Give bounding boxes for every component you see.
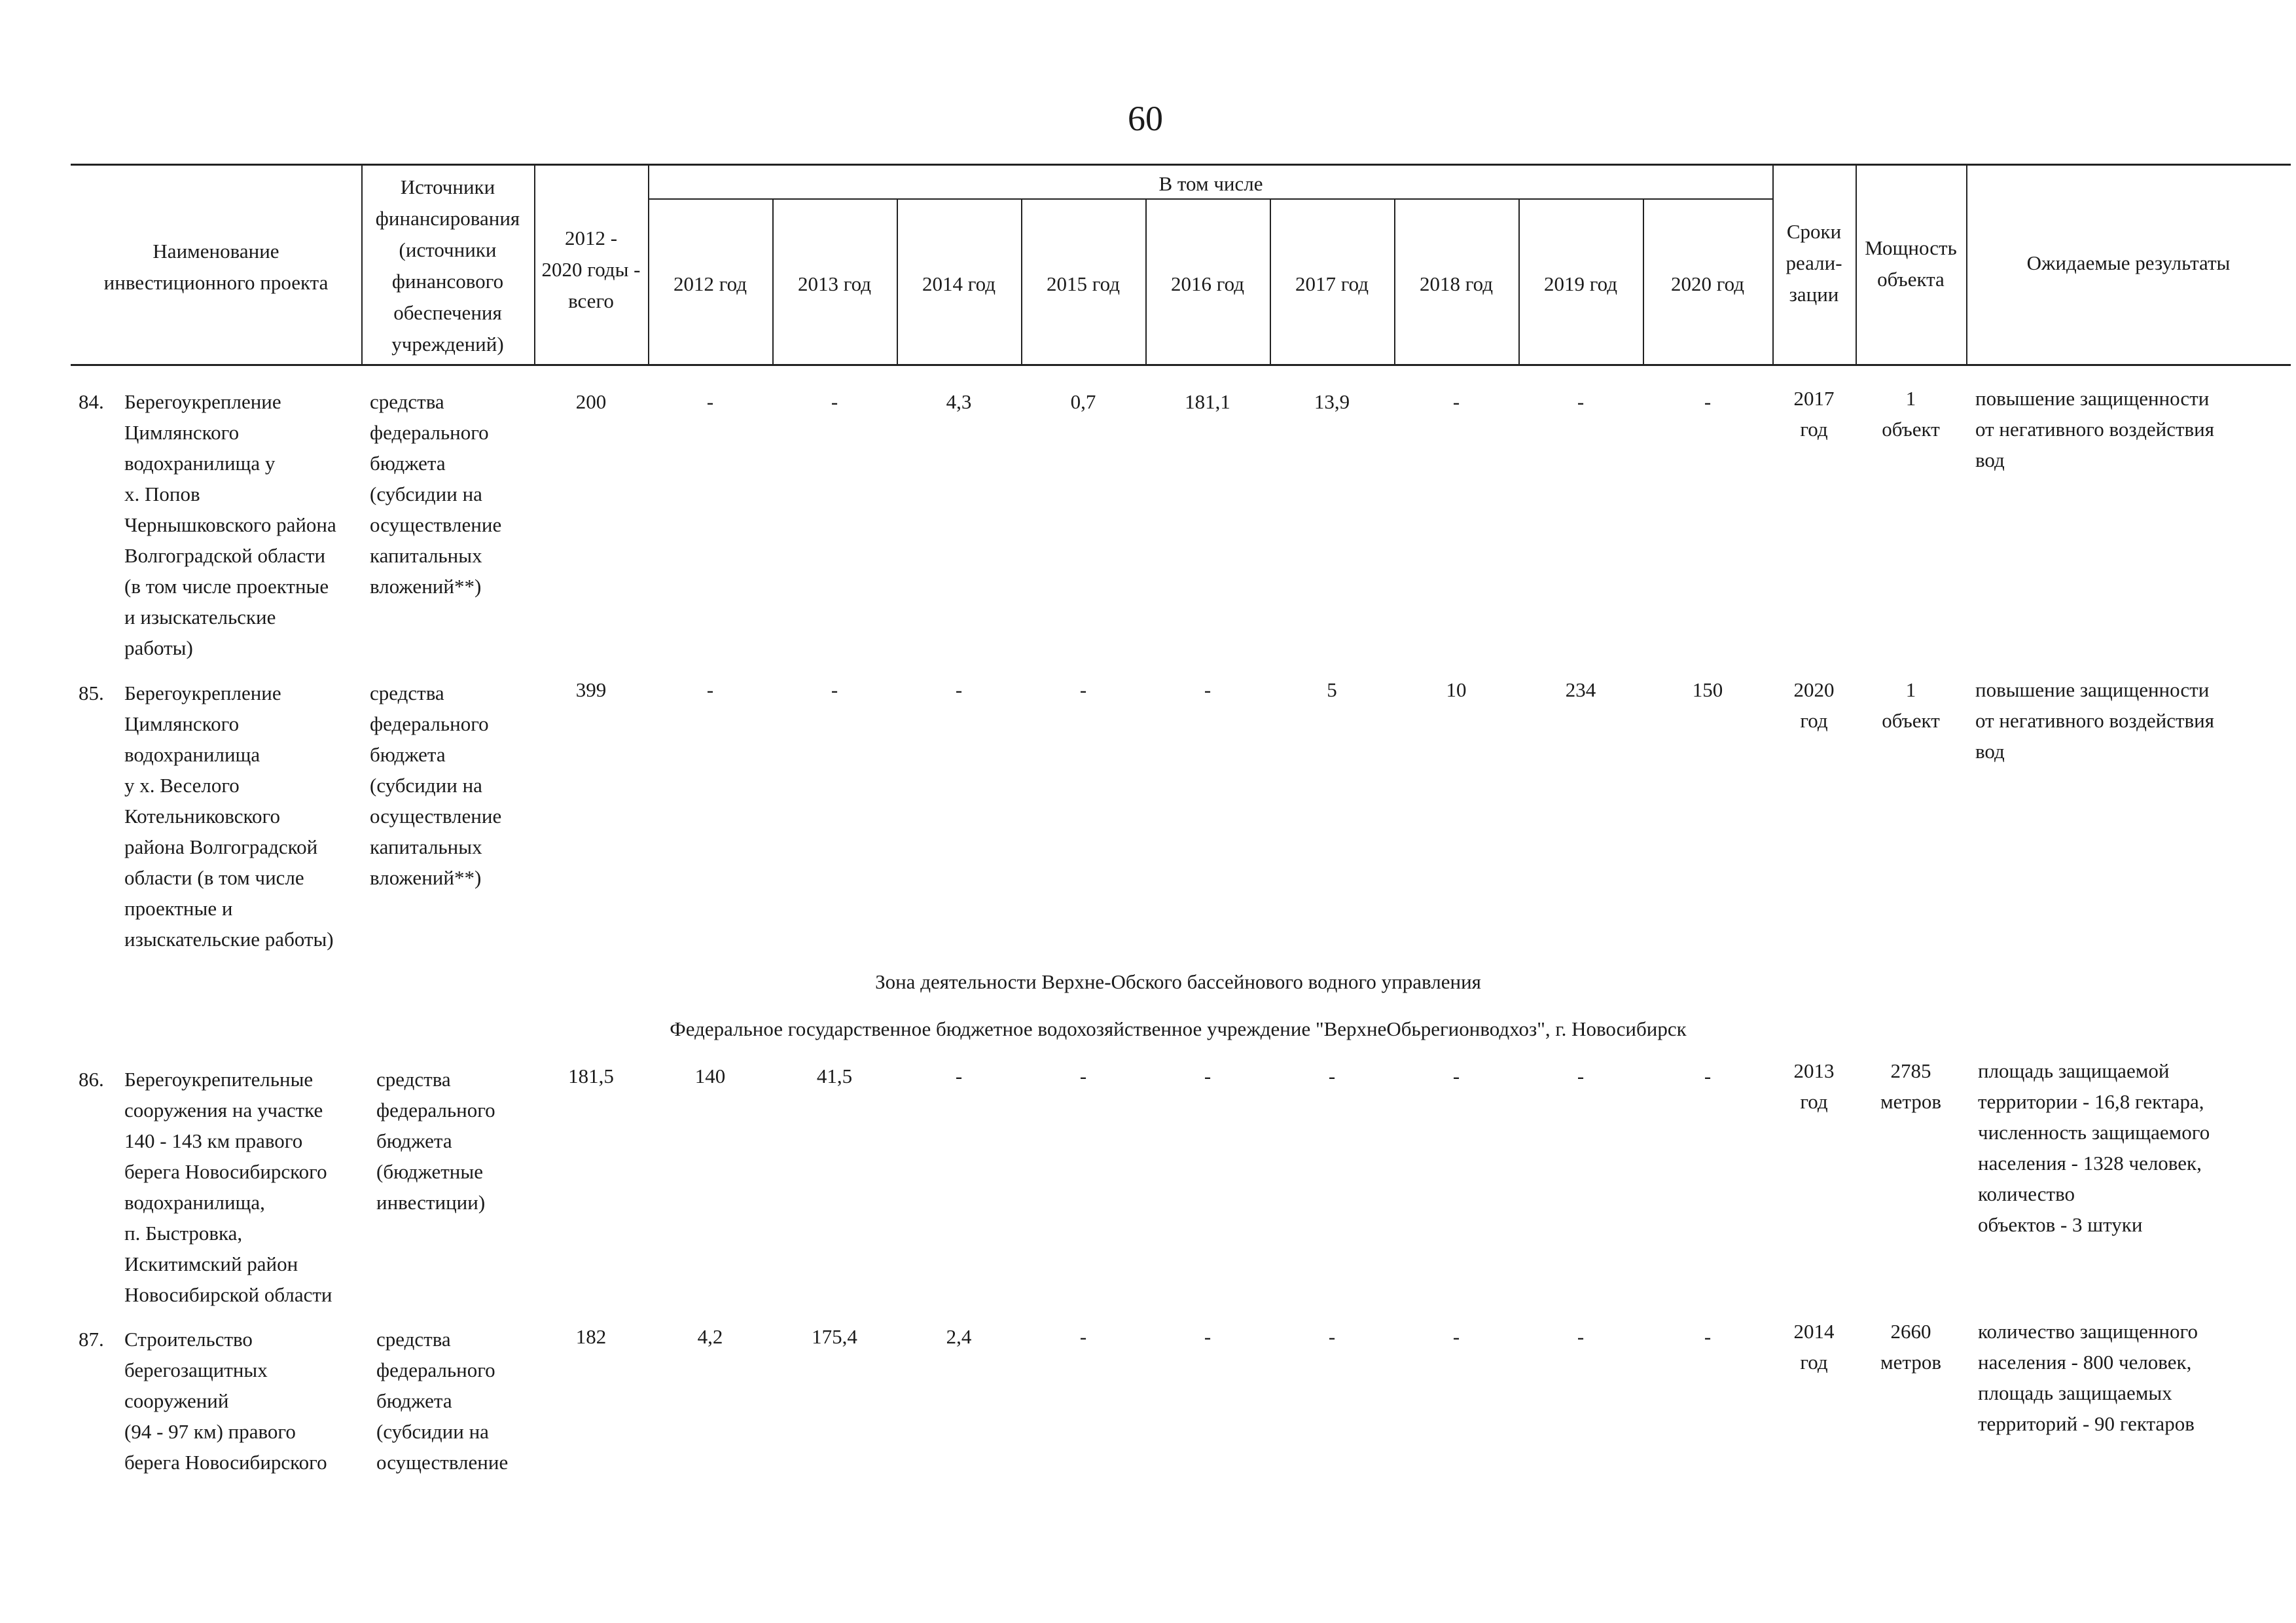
row-year-2014: 2,4 — [946, 1325, 972, 1348]
row-source: средства федерального бюджета (субсидии на осуществление — [376, 1328, 509, 1474]
row-number: 86. — [79, 1068, 104, 1091]
row-deadline: 2014 год — [1793, 1320, 1835, 1374]
header-year-2015: 2015 год — [1046, 272, 1121, 295]
row-year-2017: 13,9 — [1314, 390, 1350, 413]
row-year-2016: - — [1204, 678, 1211, 701]
row-year-2016: - — [1204, 1325, 1211, 1348]
row-project-name: Берегоукрепительные сооружения на участке 140 - 143 км правого берега Новосибирского водохранилища, п. Быстровка, Искитимский район Новосибирской области — [124, 1068, 332, 1306]
row-year-2018: 10 — [1446, 678, 1467, 701]
row-year-2017: - — [1328, 1065, 1336, 1087]
row-total: 399 — [575, 678, 607, 701]
row-year-2013: 175,4 — [812, 1325, 857, 1348]
row-year-2020: - — [1704, 390, 1712, 413]
row-results: количество защищенного населения - 800 человек, площадь защищаемых территорий - 90 гектаров — [1978, 1320, 2198, 1435]
row-capacity: 2660 метров — [1880, 1320, 1941, 1374]
page-number: 60 — [1128, 99, 1163, 138]
row-deadline: 2013 год — [1793, 1059, 1835, 1113]
row-number: 87. — [79, 1328, 104, 1351]
row-year-2014: 4,3 — [946, 390, 972, 413]
header-top-rule — [71, 164, 2291, 166]
row-year-2020: 150 — [1692, 678, 1723, 701]
row-year-2019: - — [1577, 1065, 1585, 1087]
row-year-2017: - — [1328, 1325, 1336, 1348]
row-project-name: Строительство берегозащитных сооружений (94 - 97 км) правого берега Новосибирского — [124, 1328, 327, 1474]
row-year-2013: - — [831, 678, 838, 701]
row-year-2018: - — [1452, 1325, 1460, 1348]
header-results: Ожидаемые результаты — [2026, 251, 2231, 274]
row-year-2020: - — [1704, 1065, 1712, 1087]
header-year-2019: 2019 год — [1543, 272, 1618, 295]
row-capacity: 1 объект — [1882, 678, 1940, 732]
row-year-2012: - — [706, 678, 714, 701]
header-year-2020: 2020 год — [1670, 272, 1745, 295]
row-year-2019: 234 — [1565, 678, 1596, 701]
header-name: Наименование инвестиционного проекта — [103, 240, 329, 294]
header-year-2014: 2014 год — [922, 272, 996, 295]
row-year-2012: 4,2 — [697, 1325, 723, 1348]
row-total: 200 — [575, 390, 607, 413]
row-source: средства федерального бюджета (субсидии на осуществление капитальных вложений**) — [370, 682, 502, 889]
header-capacity: Мощность объекта — [1865, 236, 1957, 291]
row-deadline: 2020 год — [1793, 678, 1835, 732]
header-sources: Источники финансирования (источники финансового обеспечения учреждений) — [375, 175, 520, 356]
row-results: повышение защищенности от негативного воздействия вод — [1975, 678, 2214, 763]
header-year-2013: 2013 год — [797, 272, 872, 295]
row-year-2016: - — [1204, 1065, 1211, 1087]
header-deadline: Сроки реали- зации — [1785, 220, 1842, 306]
row-deadline: 2017 год — [1793, 387, 1835, 441]
header-year-2017: 2017 год — [1295, 272, 1369, 295]
row-year-2015: 0,7 — [1070, 390, 1096, 413]
row-year-2013: - — [831, 390, 838, 413]
row-capacity: 1 объект — [1882, 387, 1940, 441]
row-year-2014: - — [955, 678, 963, 701]
header-year-2012: 2012 год — [673, 272, 747, 295]
row-year-2013: 41,5 — [816, 1065, 853, 1087]
header-bottom-rule — [71, 364, 2291, 366]
header-year-2018: 2018 год — [1419, 272, 1494, 295]
row-results: повышение защищенности от негативного воздействия вод — [1975, 387, 2214, 471]
row-year-2012: - — [706, 390, 714, 413]
row-year-2019: - — [1577, 390, 1585, 413]
row-source: средства федерального бюджета (субсидии на осуществление капитальных вложений**) — [370, 390, 502, 598]
section-institution-heading: Федеральное государственное бюджетное водохозяйственное учреждение "ВерхнеОбьрегионводхоз", г. Новосибирск — [670, 1017, 1687, 1040]
row-project-name: Берегоукрепление Цимлянского водохранилища у х. Попов Чернышковского района Волгоградской области (в том числе проектные и изыскательские работы) — [124, 390, 336, 659]
row-year-2019: - — [1577, 1325, 1585, 1348]
row-results: площадь защищаемой территории - 16,8 гектара, численность защищаемого населения - 1328 человек, количество объектов - 3 штуки — [1978, 1059, 2210, 1236]
row-year-2016: 181,1 — [1185, 390, 1230, 413]
row-total: 181,5 — [568, 1065, 614, 1087]
row-year-2014: - — [955, 1065, 963, 1087]
header-including: В том числе — [1158, 172, 1263, 195]
row-year-2015: - — [1079, 1065, 1087, 1087]
row-year-2012: 140 — [694, 1065, 726, 1087]
row-total: 182 — [575, 1325, 607, 1348]
row-year-2020: - — [1704, 1325, 1712, 1348]
row-source: средства федерального бюджета (бюджетные инвестиции) — [376, 1068, 495, 1214]
row-year-2017: 5 — [1327, 678, 1337, 701]
row-year-2015: - — [1079, 1325, 1087, 1348]
row-year-2015: - — [1079, 678, 1087, 701]
header-total: 2012 - 2020 годы - всего — [541, 227, 641, 312]
row-project-name: Берегоукрепление Цимлянского водохранилища у х. Веселого Котельниковского района Волгоградской области (в том числе проектные и изыскательские работы) — [124, 682, 334, 951]
section-zone-heading: Зона деятельности Верхне-Обского бассейнового водного управления — [875, 970, 1481, 993]
header-year-2016: 2016 год — [1170, 272, 1245, 295]
row-year-2018: - — [1452, 390, 1460, 413]
row-number: 85. — [79, 682, 104, 704]
row-capacity: 2785 метров — [1880, 1059, 1941, 1113]
row-number: 84. — [79, 390, 104, 413]
row-year-2018: - — [1452, 1065, 1460, 1087]
